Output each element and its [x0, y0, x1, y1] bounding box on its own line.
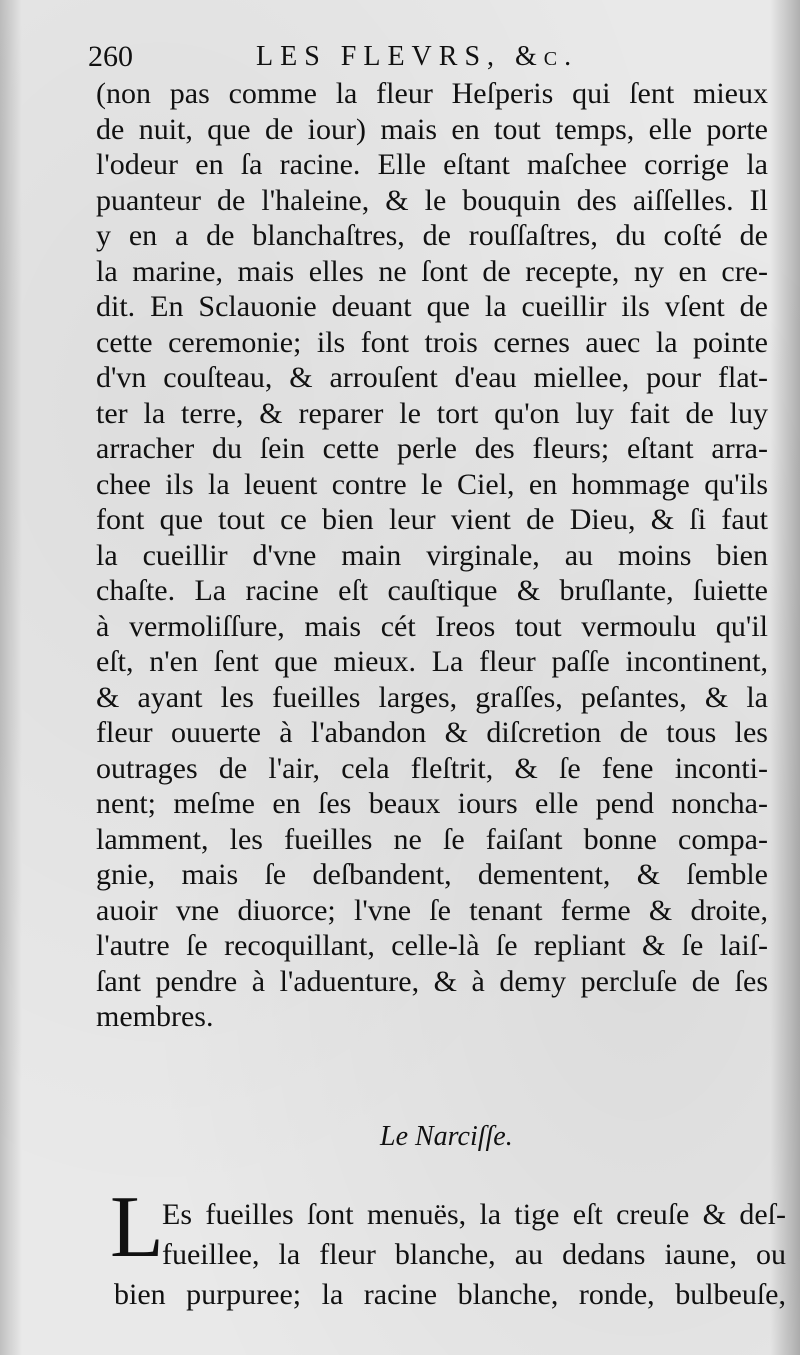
text-line: arracher du ſein cette perle des fleurs; eſtant arra- [96, 432, 768, 465]
running-title: LES FLEVRS, &c. [256, 41, 579, 72]
body-text [96, 76, 768, 1035]
text-line: eſt, n'en ſent que mieux. La fleur paſſe incontinent, [96, 645, 768, 678]
text-line: & ayant les fueilles larges, graſſes, peſantes, & la [96, 680, 768, 714]
text-line: d'vn couſteau, & arrouſent d'eau miellee, pour flat- [96, 361, 768, 394]
text-line: font que tout ce bien leur vient de Dieu, & ſi faut [96, 503, 768, 536]
text-line: chee ils la leuent contre le Ciel, en hommage qu'ils [96, 467, 768, 501]
text-line: chaſte. La racine eſt cauſtique & bruſlante, ſuiette [96, 574, 768, 607]
page-number: 260 [88, 40, 133, 73]
text-line: Es fueilles ſont menuës, la tige eſt creuſe & deſ- [162, 1198, 786, 1231]
text-line: la cueillir d'vne main virginale, au moins bien [96, 538, 768, 572]
text-line: auoir vne diuorce; l'vne ſe tenant ferme & droite, [96, 893, 768, 927]
text-line: outrages de l'air, cela fleſtrit, & ſe fene inconti- [96, 751, 768, 785]
text-line: de nuit, que de iour) mais en tout temps, elle porte [96, 112, 768, 146]
text-line: l'odeur en ſa racine. Elle eſtant maſchee corrige la [96, 148, 768, 181]
section-heading: Le Narciſſe. [380, 1121, 513, 1152]
text-line: à vermoliſſure, mais cét Ireos tout vermoulu qu'il [96, 609, 768, 643]
running-head [88, 40, 768, 74]
text-line: nent; meſme en ſes beaux iours elle pend noncha- [96, 787, 768, 820]
text-line: membres. [96, 1000, 214, 1033]
drop-cap-initial: L [110, 1179, 164, 1276]
text-line: ſant pendre à l'aduenture, & à demy percluſe de ſes [96, 964, 768, 998]
text-line: ter la terre, & reparer le tort qu'on luy fait de luy [96, 396, 768, 430]
text-line: l'autre ſe recoquillant, celle-là ſe repliant & ſe laiſ- [96, 929, 768, 962]
text-line: (non pas comme la fleur Heſperis qui ſent mieux [96, 77, 768, 110]
text-line: bien purpuree; la racine blanche, ronde, bulbeuſe, [114, 1278, 786, 1311]
text-line: puanteur de l'haleine, & le bouquin des aiſſelles. Il [96, 183, 768, 217]
text-line: gnie, mais ſe deſbandent, dementent, & ſemble [96, 858, 768, 891]
text-line: la marine, mais elles ne ſont de recepte, ny en cre- [96, 254, 768, 288]
section-text [114, 1195, 786, 1315]
text-line: lamment, les fueilles ne ſe faiſant bonne compa- [96, 822, 768, 856]
text-line: fueillee, la fleur blanche, au dedans iaune, ou [162, 1238, 786, 1271]
text-line: dit. En Sclauonie deuant que la cueillir ils vſent de [96, 290, 768, 323]
text-line: fleur ouuerte à l'abandon & diſcretion de tous les [96, 716, 768, 749]
text-line: cette ceremonie; ils font trois cernes auec la pointe [96, 325, 768, 359]
text-line: y en a de blanchaſtres, de rouſſaſtres, du coſté de [96, 219, 768, 252]
